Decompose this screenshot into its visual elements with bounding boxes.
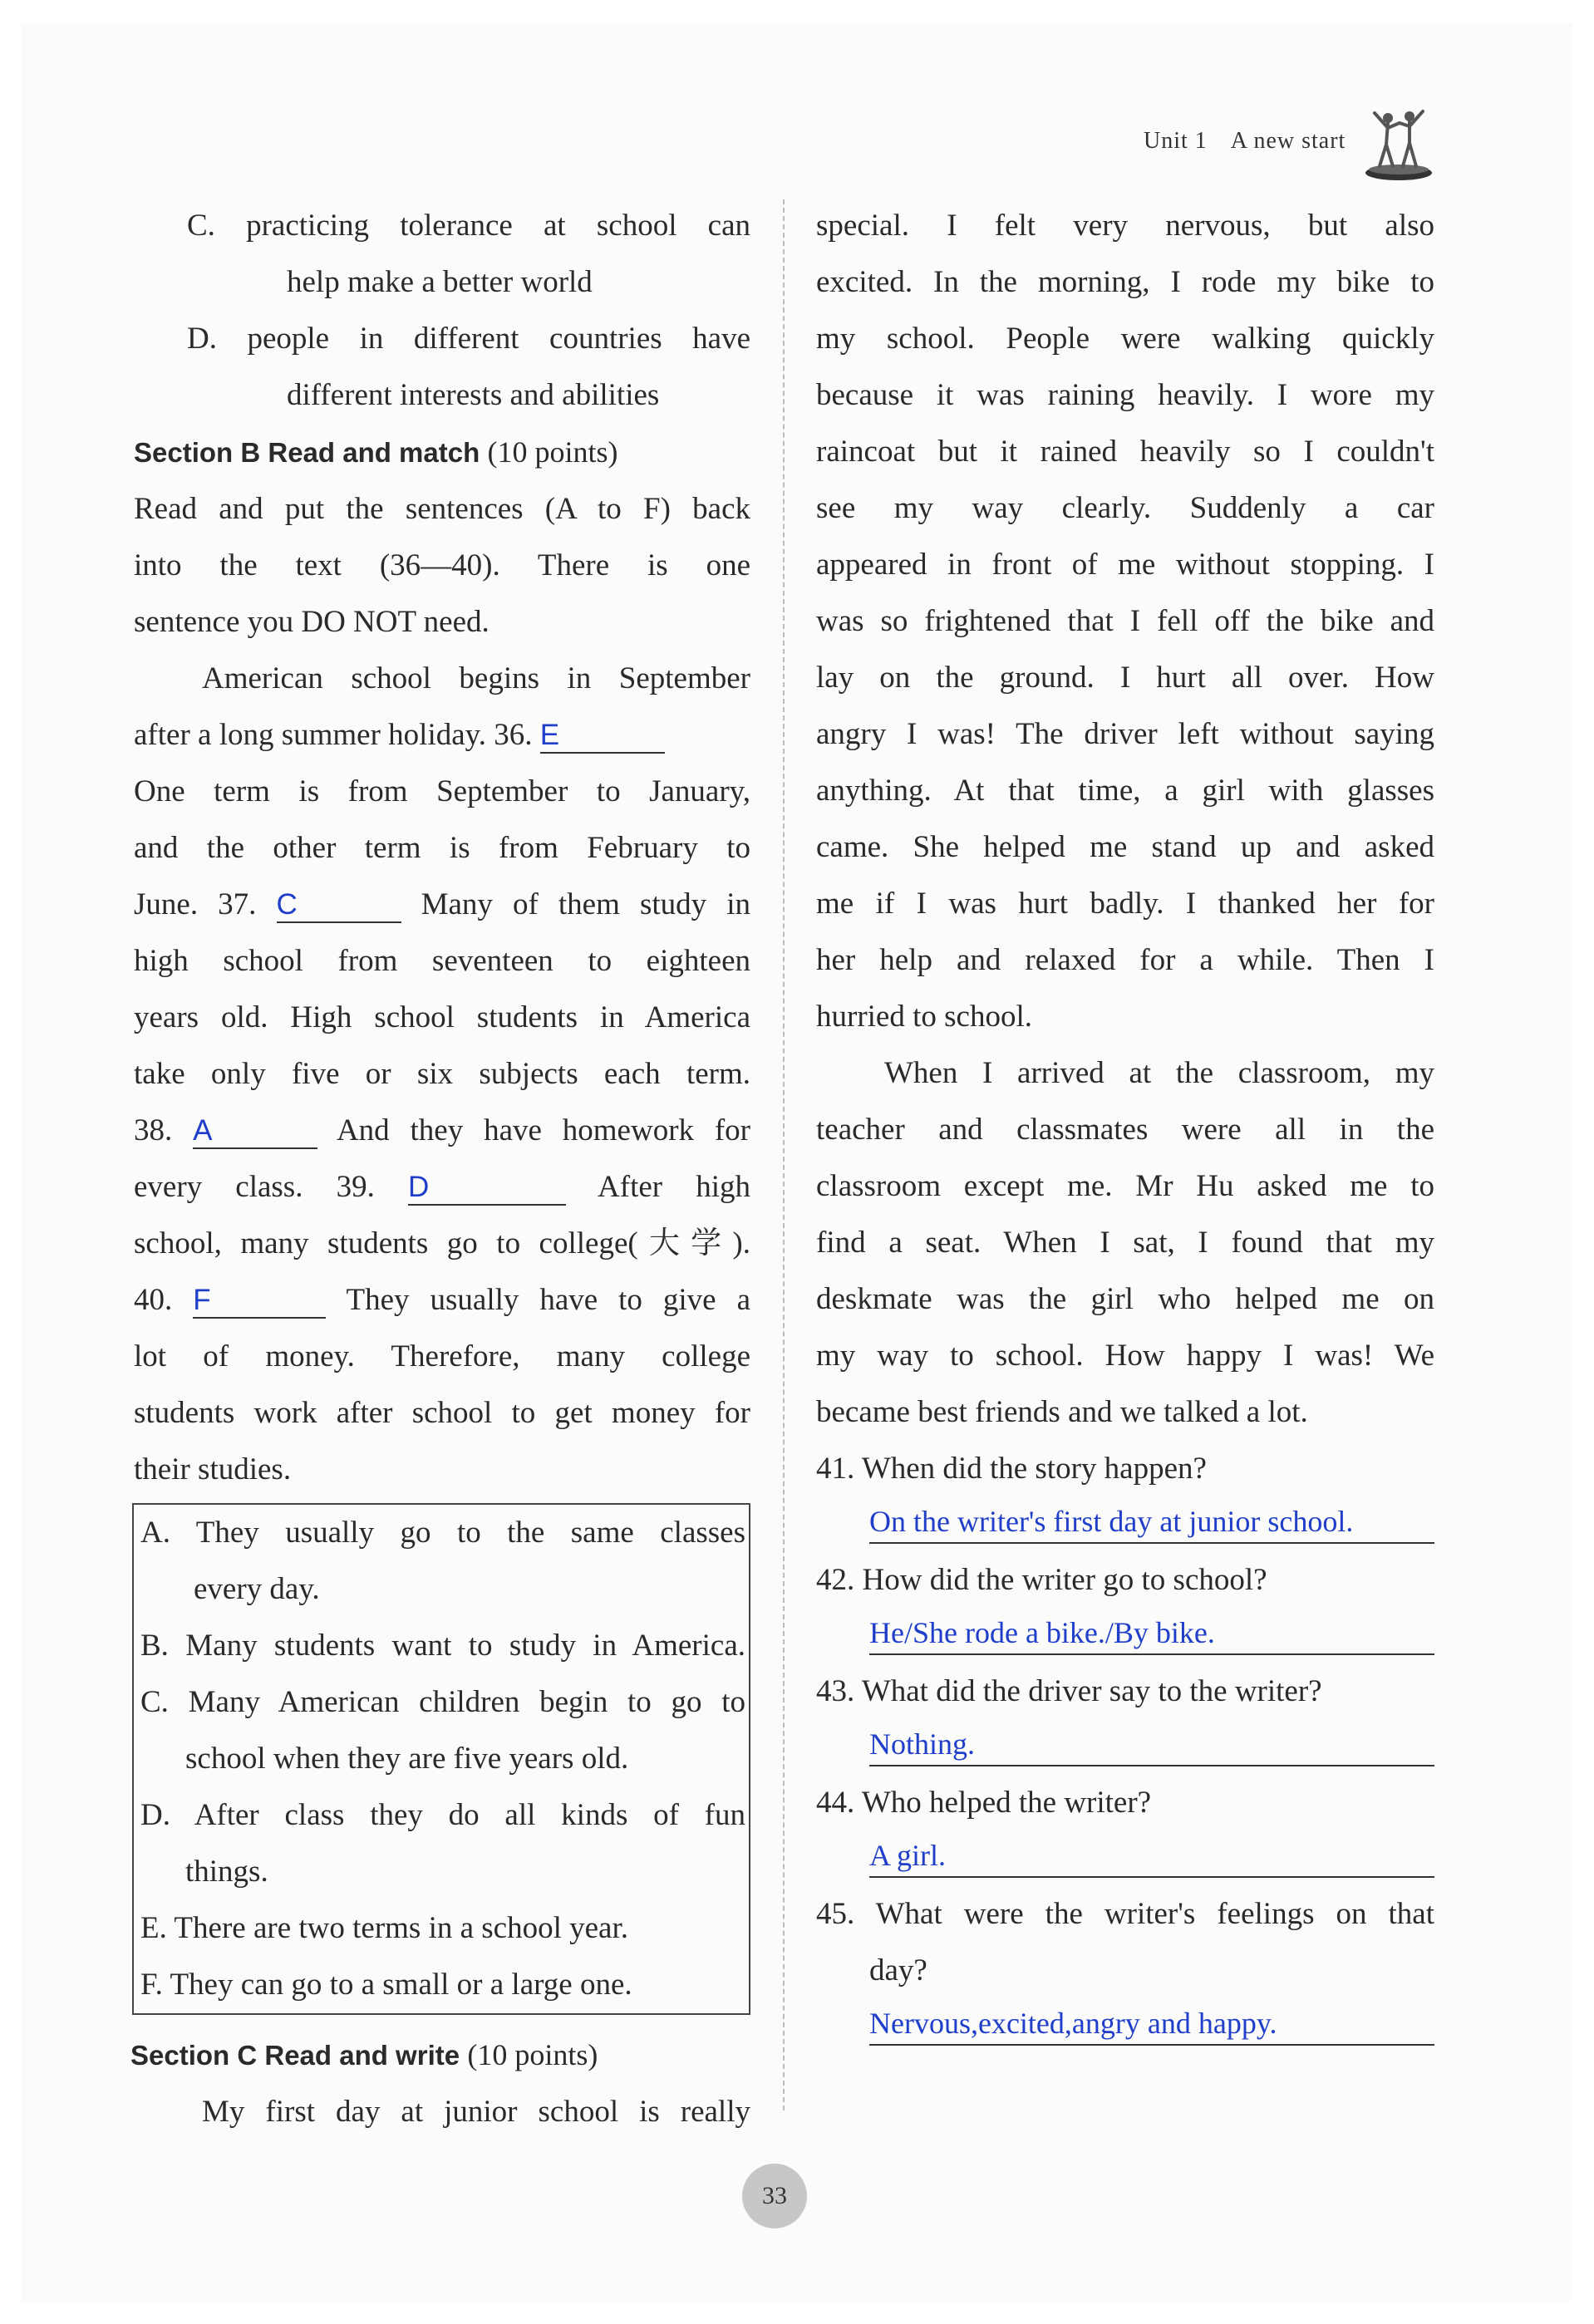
question-45-line2: day?: [869, 1953, 927, 1987]
answer-44: A girl.: [869, 1835, 1434, 1878]
right-column: [816, 198, 1434, 2054]
passage-line: June. 37. C Many of them study in: [134, 887, 751, 921]
passage-line: 40. F They usually have to give a: [134, 1283, 750, 1317]
option-c-line1: C. Many American children begin to go to: [140, 1685, 745, 1719]
answer-43: Nothing.: [869, 1723, 1434, 1766]
story-line: classroom except me. Mr Hu asked me to: [816, 1169, 1434, 1203]
passage-line: years old. High school students in America: [134, 1000, 750, 1034]
story-line: came. She helped me stand up and asked: [816, 830, 1434, 864]
question-42: 42. How did the writer go to school?: [816, 1563, 1267, 1597]
story-line: my school. People were walking quickly: [816, 322, 1434, 356]
answer-45: Nervous,excited,angry and happy.: [869, 2002, 1434, 2046]
option-d-line1: D. people in different countries have: [187, 322, 750, 356]
option-c-line2: school when they are five years old.: [185, 1742, 629, 1776]
question-44: 44. Who helped the writer?: [816, 1786, 1152, 1820]
section-c-line1: My first day at junior school is really: [202, 2095, 750, 2129]
passage-line: every class. 39. D After high: [134, 1170, 750, 1204]
story-line: was so frightened that I fell off the bike and: [816, 604, 1434, 638]
section-b-instr-3: sentence you DO NOT need.: [134, 605, 490, 639]
running-header: [1144, 128, 1346, 155]
story-line: raincoat but it rained heavily so I couldn't: [816, 435, 1434, 469]
passage-line: lot of money. Therefore, many college: [134, 1339, 750, 1373]
answer-42: He/She rode a bike./By bike.: [869, 1612, 1434, 1655]
section-b-instr-1: Read and put the sentences (A to F) back: [134, 492, 750, 526]
section-b-points: (10 points): [487, 435, 618, 469]
option-c-line2: help make a better world: [287, 265, 593, 299]
passage-line: their studies.: [134, 1452, 292, 1486]
section-b-instr-2: into the text (36—40). There is one: [134, 548, 750, 582]
passage-line: and the other term is from February to: [134, 831, 750, 865]
passage-line: 38. A And they have homework for: [134, 1113, 751, 1147]
option-d-line2: things.: [185, 1855, 268, 1889]
option-d-line2: different interests and abilities: [287, 378, 660, 412]
passage-line: American school begins in September: [202, 661, 750, 695]
story-line: my way to school. How happy I was! We: [816, 1339, 1434, 1373]
question-41: 41. When did the story happen?: [816, 1452, 1207, 1486]
options-box: [132, 1503, 750, 2015]
option-c-line1: C. practicing tolerance at school can: [187, 209, 750, 243]
passage-line: high school from seventeen to eighteen: [134, 944, 750, 978]
section-c-points: (10 points): [467, 2038, 598, 2071]
story-line: became best friends and we talked a lot.: [816, 1395, 1308, 1429]
question-45: 45. What were the writer's feelings on that: [816, 1897, 1434, 1931]
passage-line: students work after school to get money for: [134, 1396, 750, 1430]
story-line: anything. At that time, a girl with glasses: [816, 774, 1434, 808]
option-a-line2: every day.: [194, 1572, 320, 1606]
story-line: find a seat. When I sat, I found that my: [816, 1226, 1434, 1260]
left-column: [130, 198, 751, 2140]
section-c-heading: [130, 2027, 750, 2084]
story-line: angry I was! The driver left without saying: [816, 717, 1434, 751]
story-line: special. I felt very nervous, but also: [816, 209, 1434, 243]
story-line: lay on the ground. I hurt all over. How: [816, 661, 1434, 695]
story-line: me if I was hurt badly. I thanked her for: [816, 887, 1434, 921]
section-c-title: Section C Read and write: [130, 2040, 460, 2071]
story-line: because it was raining heavily. I wore my: [816, 378, 1434, 412]
story-line: appeared in front of me without stopping. I: [816, 548, 1434, 582]
column-divider: [783, 199, 785, 2110]
story-line: her help and relaxed for a while. Then I: [816, 943, 1434, 977]
story-line: excited. In the morning, I rode my bike to: [816, 265, 1434, 299]
option-f-line1: F. They can go to a small or a large one.: [140, 1968, 632, 2002]
story-line: teacher and classmates were all in the: [816, 1113, 1434, 1147]
section-b-title: Section B Read and match: [134, 437, 480, 468]
answer-40: F: [193, 1284, 326, 1319]
answer-39: D: [408, 1171, 566, 1206]
passage-line: after a long summer holiday. 36. E: [134, 707, 750, 764]
unit-label: Unit 1: [1144, 128, 1208, 154]
question-43: 43. What did the driver say to the writer?: [816, 1674, 1322, 1708]
answer-38: A: [193, 1114, 317, 1149]
page-number: 33: [742, 2164, 807, 2228]
dancers-logo-icon: [1363, 106, 1434, 183]
option-d-line1: D. After class they do all kinds of fun: [140, 1798, 745, 1832]
story-line: When I arrived at the classroom, my: [884, 1056, 1434, 1090]
story-line: deskmate was the girl who helped me on: [816, 1282, 1434, 1316]
passage-line: take only five or six subjects each term.: [134, 1057, 750, 1091]
answer-37: C: [277, 888, 401, 923]
answer-36: E: [540, 719, 665, 754]
option-b-line1: B. Many students want to study in America.: [140, 1629, 745, 1663]
passage-line: One term is from September to January,: [134, 774, 750, 808]
section-b-heading: [134, 424, 750, 481]
story-line: hurried to school.: [816, 1000, 1032, 1034]
unit-title: A new start: [1230, 128, 1346, 154]
option-a-line1: A. They usually go to the same classes: [140, 1516, 745, 1550]
story-line: see my way clearly. Suddenly a car: [816, 491, 1434, 525]
answer-41: On the writer's first day at junior school.: [869, 1501, 1434, 1544]
option-e-line1: E. There are two terms in a school year.: [140, 1911, 628, 1945]
passage-line: school, many students go to college(大学).: [134, 1226, 750, 1260]
